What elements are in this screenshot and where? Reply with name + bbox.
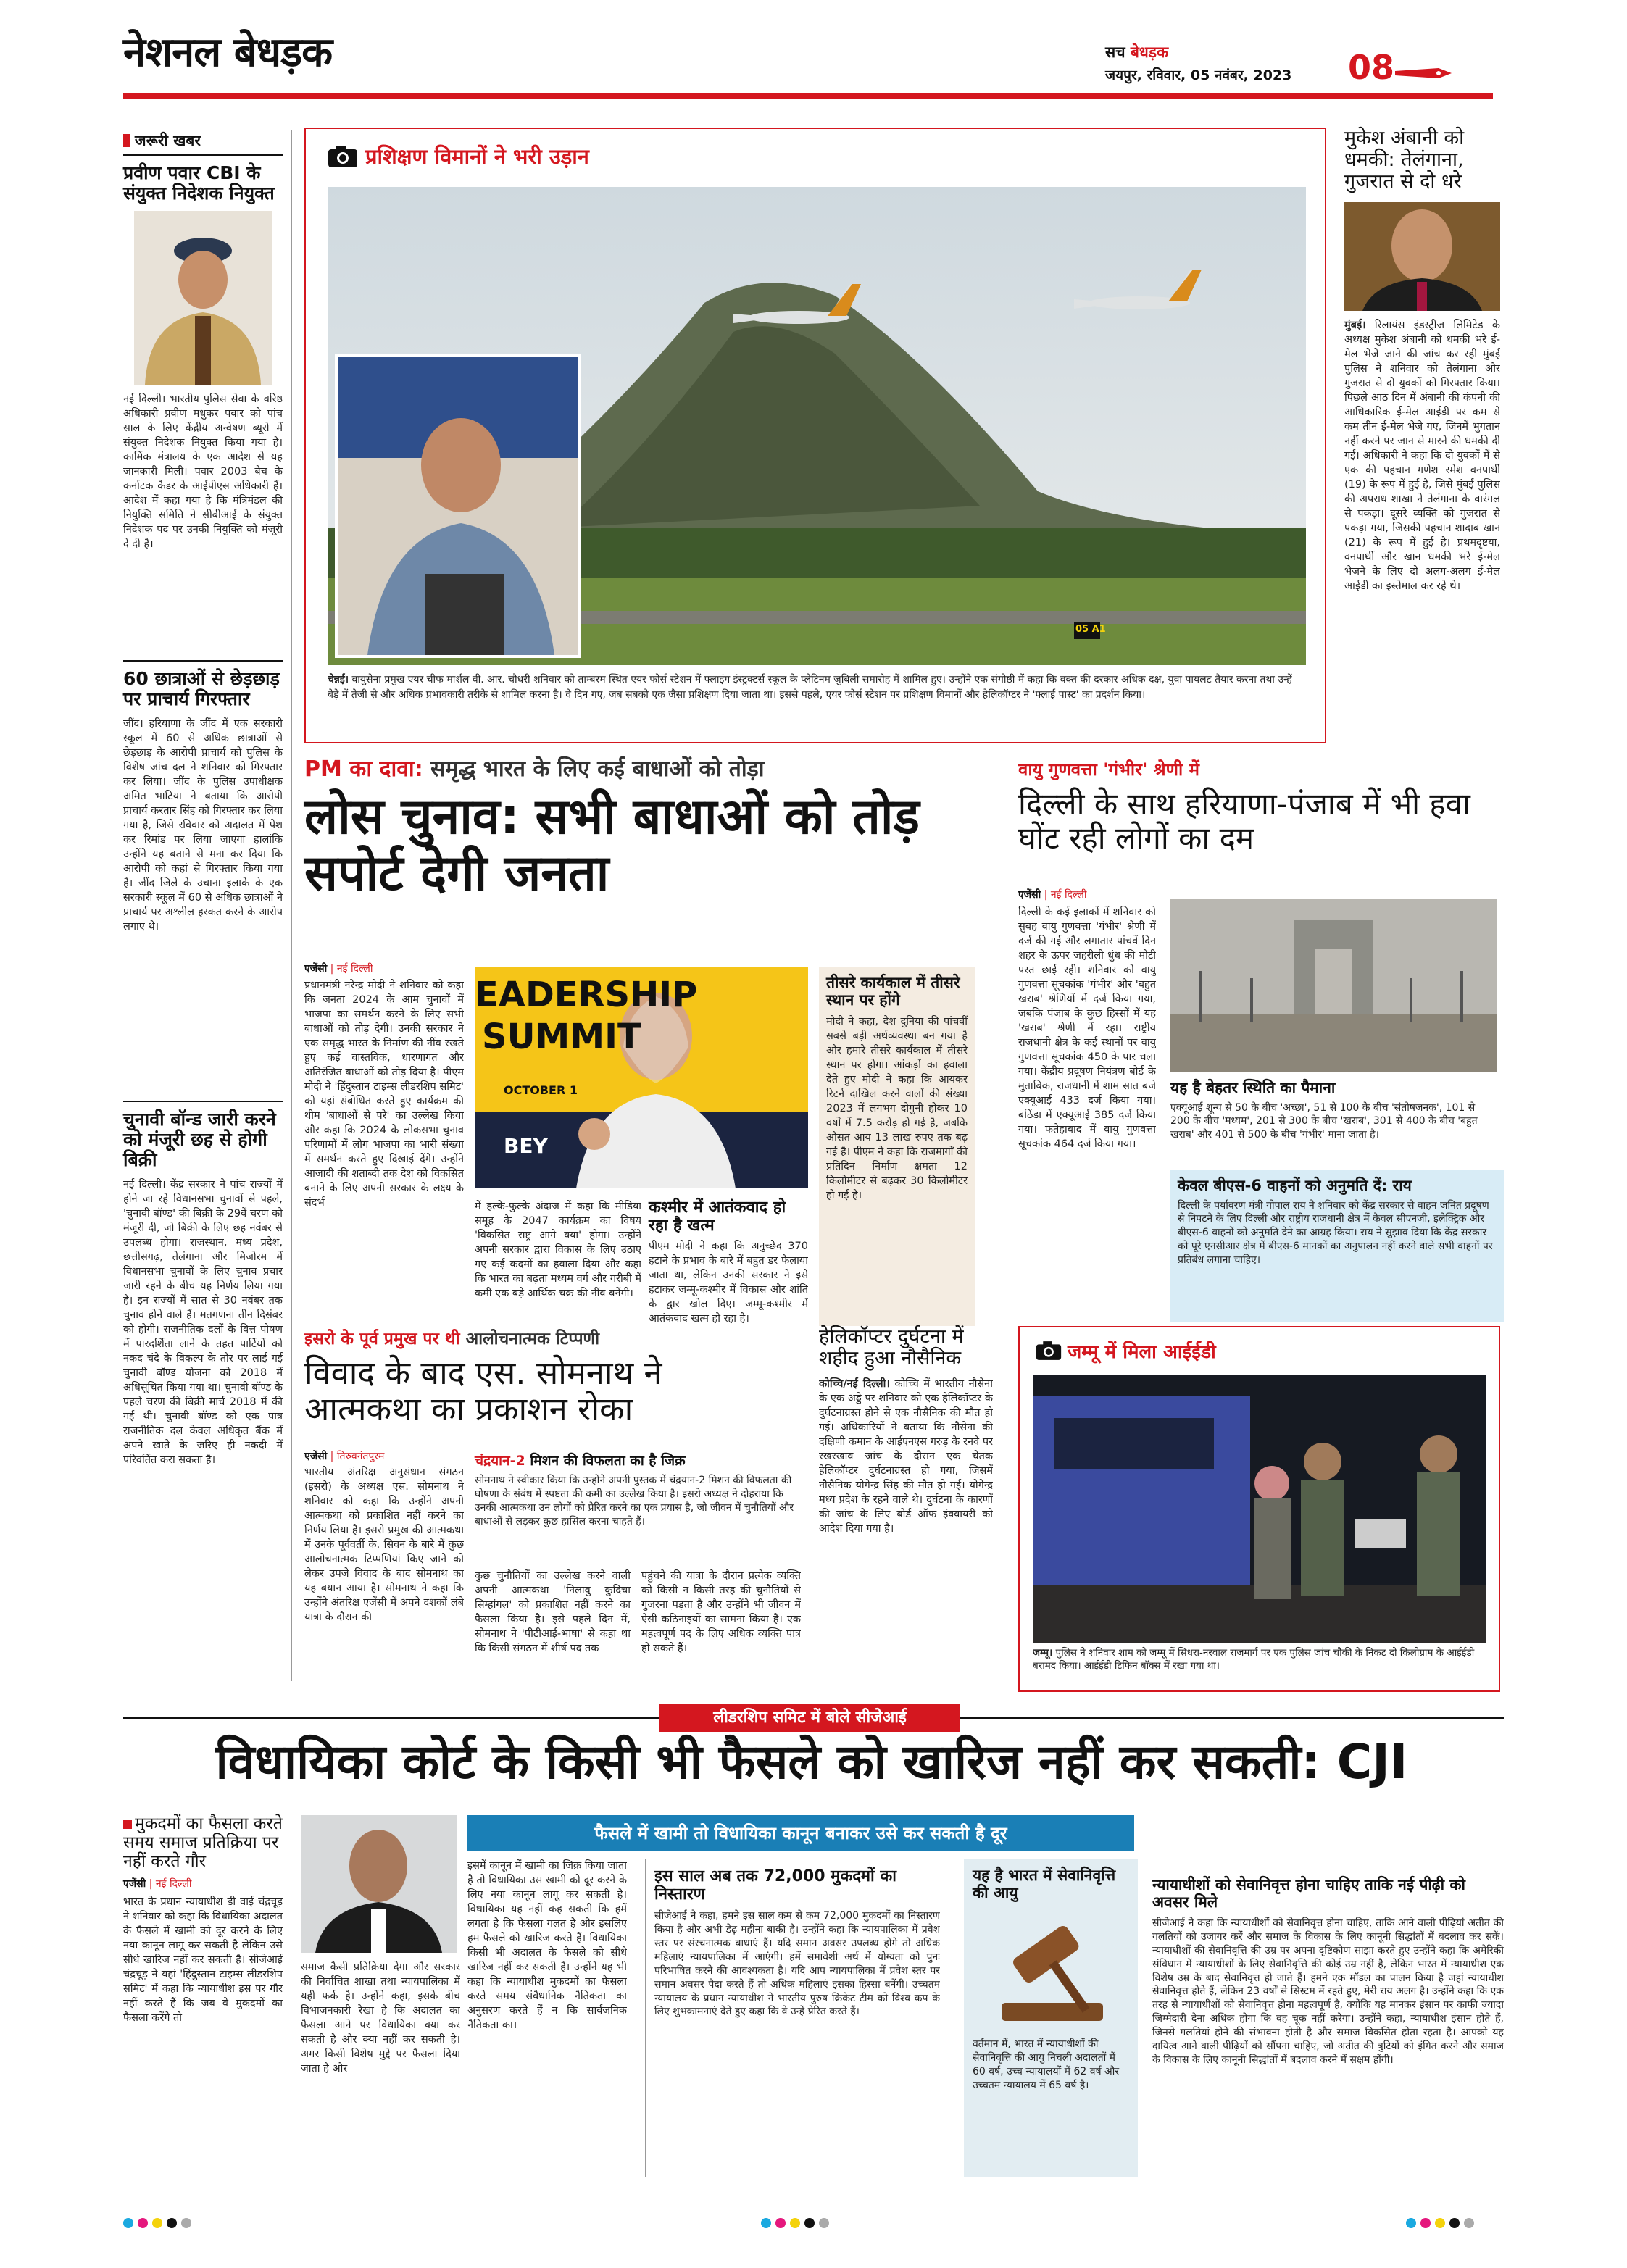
tag-red: बेधड़क [1130, 43, 1169, 61]
aqi-scale-title: यह है बेहतर स्थिति का पैमाना [1170, 1079, 1336, 1096]
isro-col1: भारतीय अंतरिक्ष अनुसंधान संगठन (इसरो) के अध्यक्ष एस. सोमनाथ ने शनिवार को कहा कि उन्होंने अपनी आत्मकथा को प्रकाशित नहीं करने का निर्णय लिया है। इसरो प्रमुख की आत्मकथा में उनके पूर्ववर्ती के. सिवन के बारे में कुछ आलोचनात्मक टिप्पणियां किए जाने को लेकर उपजे विवाद के बाद सोमनाथ का यह बयान आया है। सोमनाथ ने कहा कि उन्होंने अंतरिक्ष एजेंसी में अपने दशकों लंबे यात्रा के दौरान की [304, 1467, 464, 1623]
retirement-title: यह है भारत में सेवानिवृत्ति की आयु [973, 1867, 1116, 1901]
kashmir-title: कश्मीर में आतंकवाद हो रहा है खत्म [649, 1198, 786, 1235]
isro-byline: एजेंसी | तिरुवनंतपुरम [304, 1451, 385, 1462]
marker-square [123, 1820, 132, 1829]
cji-left-body: भारत के प्रधान न्यायाधीश डी वाई चंद्रचूड़ ने शनिवार को कहा कि विधायिका अदालत के फैसले में खामी को दूर करने के लिए नया कानून लागू कर सकती है लेकिन उसे सीधे खारिज नहीं कर सकती है। सीजेआई चंद्रचूड़ ने यहां 'हिंदुस्तान टाइम्स लीडरशिप समिट' में कहा कि न्यायाधीश इस पर गौर नहीं करते हैं कि जब वे मुकदमों का फैसला करेंगे तो [123, 1896, 283, 2025]
dot-yellow [790, 2218, 800, 2228]
ambani-text: रिलायंस इंडस्ट्रीज लिमिटेड के अध्यक्ष मुकेश अंबानी को धमकी भरे ई-मेल भेजे जाने की जांच कर रही मुंबई पुलिस ने शनिवार को तेलंगाना और गुजरात से दो युवकों को गिरफ्तार किया। पिछले आठ दिन में अंबानी की कंपनी की आधिकारिक ई-मेल आईडी पर कम से कम तीन ई-मेल भेजे गए, जिनमें भुगतान नहीं करने पर जान से मारने की धमकी दी गई। अधिकारी ने कहा कि दो युवकों में से एक की पहचान गणेश रमेश वनपार्थी (19) के रूप में हुई है, जिसे मुंबई पुलिस की अपराध शाखा ने तेलंगाना के वारंगल से पकड़ा। दूसरे व्यक्ति को गुजरात से पकड़ा गया, जिसकी पहचान शादाब खान (21) के रूप में हुई है। प्रथमदृष्टया, वनपार्थी और खान धमकी भरे ई-मेल भेजने के लिए दो अलग-अलग ई-मेल आईडी का इस्तेमाल कर रहे थे। [1344, 319, 1500, 592]
third-term-title: तीसरे कार्यकाल में तीसरे स्थान पर होंगे [826, 974, 960, 1009]
dot-black [1449, 2218, 1460, 2228]
dot-black [167, 2218, 177, 2228]
bs6-body: दिल्ली के पर्यावरण मंत्री गोपाल राय ने शनिवार को केंद्र सरकार से वाहन जनित प्रदूषण से निपटने के लिए दिल्ली और राष्ट्रीय राजधानी क्षेत्र में केवल सीएनजी, इलेक्ट्रिक और बीएस-6 वाहनों को अनुमति देने का आग्रह किया। राय ने सुझाव दिया कि केंद्र सरकार को पूरे एनसीआर क्षेत्र में बीएस-6 मानकों का अनुपालन नहीं करने वाले सभी वाहनों पर प्रतिबंध लगाना चाहिए। [1178, 1199, 1493, 1267]
cji-strip-rule [123, 1717, 659, 1719]
caption-lead: जम्मू। [1033, 1647, 1053, 1659]
summit-text-1: EADERSHIP [475, 975, 698, 1015]
cji-byline: एजेंसी | नई दिल्ली [123, 1878, 192, 1890]
runway-marker: 05 A1 [1075, 624, 1106, 635]
byline-place: नई दिल्ली [155, 1878, 192, 1890]
summit-text-4: BEY [504, 1134, 548, 1158]
photo-india-gate [1170, 899, 1497, 1072]
story-title-bond: चुनावी बॉन्ड जारी करने को मंजूरी छह से होगी बिक्री [123, 1109, 276, 1170]
isro-kicker-red: इसरो के पूर्व प्रमुख पर थी [304, 1330, 460, 1348]
masthead-tag [1105, 42, 1168, 62]
section-label [123, 130, 283, 156]
chandrayaan-body: सोमनाथ ने स्वीकार किया कि उन्होंने अपनी पुस्तक में चंद्रयान-2 मिशन की विफलता की घोषणा के संबंध में स्पष्टता की कमी का उल्लेख किया है। इसरो अध्यक्ष ने दोहराया कि उनकी आत्मकथा उन लोगों को प्रेरित करने का एक प्रयास है, जो जीवन में चुनौतियों और बाधाओं से लड़कर कुछ हासिल करना चाहते हैं। [475, 1475, 794, 1527]
photo-chandrachud [301, 1815, 457, 1953]
jammu-caption [1033, 1646, 1486, 1672]
chandrayaan-text: मिशन की विफलता का है जिक्र [530, 1453, 686, 1469]
aqi-scale-body: एक्यूआई शून्य से 50 के बीच 'अच्छा', 51 से 100 के बीच 'संतोषजनक', 101 से 200 के बीच 'मध्यम', 201 से 300 के बीच 'खराब', 301 से 400 के बीच 'बहुत खराब' और 401 से 500 के बीच 'गंभीर' माना जाता है। [1170, 1101, 1478, 1141]
divider [123, 660, 283, 662]
air-body: दिल्ली के कई इलाकों में शनिवार को सुबह वायु गुणवत्ता 'गंभीर' श्रेणी में दर्ज की गई और लगातार पांचवें दिन शहर के ऊपर जहरीली धुंध की मोटी परत छाई रही। शनिवार को वायु गुणवत्ता सूचकांक 'गंभीर' और 'बहुत खराब' श्रेणियों में दर्ज किया गया, जबकि पंजाब के कुछ हिस्सों में यह 'खराब' श्रेणी में रहा। राष्ट्रीय राजधानी क्षेत्र के कई स्थानों पर वायु गुणवत्ता सूचकांक 450 के पार चला गया। केंद्रीय प्रदूषण नियंत्रण बोर्ड के मुताबिक, राजधानी में शाम सात बजे एक्यूआई 433 दर्ज किया गया। बठिंडा में एक्यूआई 385 दर्ज किया गया। फतेहाबाद में वायु गुणवत्ता सूचकांक 464 दर्ज किया गया। [1018, 906, 1156, 1150]
jammu-photo [1033, 1375, 1486, 1643]
dot-cyan [123, 2218, 133, 2228]
camera-icon [1036, 1341, 1062, 1361]
byline-agency: एजेंसी [304, 963, 328, 975]
kashmir-box [649, 1199, 808, 1337]
dot-grey [181, 2218, 191, 2228]
byline-agency: एजेंसी [1018, 889, 1041, 901]
ambani-story [1344, 128, 1500, 743]
bs6-title: केवल बीएस-6 वाहनों को अनुमति दें: राय [1178, 1177, 1412, 1194]
isro-kicker-text: आलोचनात्मक टिप्पणी [465, 1330, 600, 1348]
pm-kicker [304, 757, 993, 782]
dot-magenta [1420, 2218, 1431, 2228]
air-kicker: वायु गुणवत्ता 'गंभीर' श्रेणी में [1018, 759, 1199, 780]
planes-photo-box [304, 128, 1326, 743]
box-72000 [645, 1859, 949, 2177]
pm-col1: प्रधानमंत्री नरेन्द्र मोदी ने शनिवार को कहा कि जनता 2024 के आम चुनावों में भाजपा का समर्थन करने के लिए सभी बाधाओं को तोड़ देगी। उनकी सरकार ने एक समृद्ध भारत के निर्माण की नींव रखते हुए कई वास्तविक, धारणागत और अतिरंजित बाधाओं को तोड़ दिया है। पीएम मोदी ने 'हिंदुस्तान टाइम्स लीडरशिप समिट' को यहां संबोधित करते हुए कार्यक्रम की थीम 'बाधाओं से परे' का उल्लेख किया और कहा कि 2024 के लोकसभा चुनाव परिणामों में लोग भाजपा का भारी संख्या में समर्थन करते हुए दिखाई देंगे। उन्होंने आजादी की शताब्दी तक देश को विकसित बनाने के लिए अपनी सरकार के लक्ष्य के संदर्भ [304, 980, 464, 1209]
byline-place: नई दिल्ली [1050, 889, 1087, 901]
story-body-pawar: नई दिल्ली। भारतीय पुलिस सेवा के वरिष्ठ अधिकारी प्रवीण मधुकर पवार को पांच साल के लिए केंद्रीय अन्वेषण ब्यूरो में संयुक्त निदेशक नियुक्त किया गया है। कार्मिक मंत्रालय के एक आदेश से यह जानकारी मिली। पवार 2003 बैच के कर्नाटक कैडर के आईपीएस अधिकारी हैं। आदेश में कहा गया है कि मंत्रिमंडल की नियुक्ति समिति ने सीबीआई के संयुक्त निदेशक पद पर उनकी नियुक्ति को मंजूरी दे दी है। [123, 393, 283, 550]
byline-place: तिरुवनंतपुरम [336, 1451, 385, 1462]
byline-agency: एजेंसी [304, 1451, 328, 1462]
logo-black: नेशनल [123, 29, 221, 76]
pm-headline [304, 789, 971, 902]
masthead-logo [123, 30, 332, 76]
isro-kicker [304, 1326, 808, 1349]
pm-head-bold: लोस चुनाव: [304, 788, 520, 846]
dot-grey [1464, 2218, 1474, 2228]
ambani-body [1344, 318, 1500, 738]
dot-black [804, 2218, 815, 2228]
heli-lead: कोच्चि/नई दिल्ली। [819, 1378, 890, 1391]
heli-text: कोच्चि में भारतीय नौसेना के एक अड्डे पर शनिवार को एक हेलिकॉप्टर के दुर्घटनाग्रस्त होने से एक नौसैनिक की मौत हो गई। अधिकारियों ने बताया कि नौसेना की दक्षिणी कमान के आईएनएस गरुड़ के रनवे पर रखरखाव जांच के दौरान एक चेतक हेलिकॉप्टर दुर्घटनाग्रस्त हो गया, जिसमें नौसैनिक योगेन्द्र सिंह की मौत हो गई। योगेन्द्र मध्य प्रदेश के रहने वाले थे। दुर्घटना के कारणों की जांच के लिए बोर्ड ऑफ इंक्वायरी को आदेश दिया गया है। [819, 1378, 993, 1535]
planes-photo [328, 187, 1306, 665]
pm-byline: एजेंसी | नई दिल्ली [304, 963, 373, 975]
heli-story [819, 1326, 993, 1703]
planes-caption [328, 672, 1306, 703]
section-text: जरूरी खबर [135, 132, 201, 149]
pm-kicker-red: PM का दावा: [304, 756, 423, 782]
isro-story [304, 1326, 808, 1703]
air-byline: एजेंसी | नई दिल्ली [1018, 889, 1087, 901]
footer-dots-center [761, 2217, 833, 2231]
cji-mid-strip: फैसले में खामी तो विधायिका कानून बनाकर उसे कर सकती है दूर [467, 1815, 1134, 1851]
retirement-box [964, 1859, 1138, 2177]
aqi-scale [1170, 1080, 1497, 1174]
story-body-jind: जींद। हरियाणा के जींद में एक सरकारी स्कूल में 60 से अधिक छात्राओं से छेड़छाड़ के आरोपी प्राचार्य को पुलिस के विशेष जांच दल ने शनिवार को गिरफ्तार कर लिया। जींद के पुलिस उपाधीक्षक अमित भाटिया ने बताया कि आरोपी प्राचार्य करतार सिंह को गिरफ्तार कर लिया गया है, जिसे रविवार को अदालत में पेश कर रिमांड पर लिया जाएगा हालांकि उन्होंने यह बताने से मना कर दिया कि आरोपी को कहां से गिरफ्तार किया गया है। जींद जिले के उचाना इलाके के एक सरकारी स्कूल में 60 से अधिक छात्राओं ने प्राचार्य पर अश्लील हरकत करने के आरोप लगाए थे। [123, 718, 283, 933]
box-72000-title: इस साल अब तक 72,000 मुकदमों का निस्तारण [654, 1867, 896, 1904]
masthead [123, 29, 1515, 101]
page-number: 08 [1348, 48, 1395, 87]
dot-cyan [761, 2218, 771, 2228]
third-term-body: मोदी ने कहा, देश दुनिया की पांचवीं सबसे बड़ी अर्थव्यवस्था बन गया है और हमारे तीसरे कार्यकाल में तीसरे स्थान पर होगा। आंकड़ों का हवाला देते हुए मोदी ने कहा कि आयकर रिटर्न दाखिल करने वालों की संख्या 2023 में लगभग दोगुनी होकर 10 वर्षों में 7.5 करोड़ हो गई है, जबकि औसत आय 13 लाख रुपए तक बढ़ गई है। पीएम ने कहा कि राजमार्गों की प्रतिदिन निर्माण क्षमता 12 किलोमीटर से बढ़कर 30 किलोमीटर हो गई है। [826, 1016, 968, 1202]
caption-lead: चेन्नई। [328, 674, 349, 685]
caption-text: वायुसेना प्रमुख एयर चीफ मार्शल वी. आर. चौधरी शनिवार को ताम्बरम स्थित एयर फोर्स स्टेशन में फ्लाइंग इंस्ट्रक्टर्स स्कूल के प्लेटिनम जुबिली समारोह में शामिल हुए। उन्होंने एक संगोष्ठी में कहा कि वक्त की दरकार अधिक दक्ष, युवा पायलट तैयार करना तथा उन्हें बेड़े में तेजी से और अधिक प्रभावकारी तरीके से शामिल करना है। वे दिन गए, जब सबको एक जैसा प्रशिक्षण दिया जाता था। इससे पहले, एयर फोर्स स्टेशन पर प्रशिक्षण विमानों और हेलिकॉप्टर ने 'फ्लाई पास्ट' का प्रदर्शन किया। [328, 674, 1292, 701]
divider [123, 1101, 283, 1102]
gavel-illustration [973, 1909, 1128, 2032]
pm-col2: में हल्के-फुल्के अंदाज में कहा कि मीडिया समूह के 2047 कार्यक्रम का विषय 'विकसित राष्ट्र आगे क्या' होगा। उन्होंने अपनी सरकार द्वारा विकास के लिए उठाए गए कई कदमों का हवाला दिया और कहा कि भारत का बढ़ता मध्यम वर्ग और गरीबी में कमी एक बड़े आर्थिक चक्र की नींव बनेंगी। [475, 1201, 641, 1299]
section-marker [123, 134, 130, 147]
cji-headline: विधायिका कोर्ट के किसी भी फैसले को खारिज नहीं कर सकती: CJI [215, 1734, 1408, 1790]
masthead-rule [123, 93, 1493, 99]
story-title-pawar: प्रवीण पवार CBI के संयुक्त निदेशक नियुक्त [123, 162, 275, 204]
air-story [1018, 757, 1504, 1351]
jammu-photo-box [1018, 1326, 1500, 1692]
cji-strip: लीडरशिप समिट में बोले सीजेआई [659, 1704, 960, 1732]
dateline: जयपुर, रविवार, 05 नवंबर, 2023 [1105, 67, 1292, 83]
cji-right-head: न्यायाधीशों को सेवानिवृत्त होना चाहिए ताकि नई पीढ़ी को अवसर मिले [1152, 1876, 1465, 1911]
cji-col-b: इसमें कानून में खामी का जिक्र किया जाता है तो विधायिका उस खामी को दूर करने के लिए नया कानून लागू कर सकती है। विधायिका यह नहीं कह सकती कि हमें लगता है कि फैसला गलत है और इसलिए हम फैसले को खारिज करते हैं। विधायिका किसी भी अदालत के फैसले को सीधे खारिज नहीं कर सकती है। उन्होंने यह भी कहा कि न्यायाधीश मुकदमों का फैसला करते समय संवैधानिक नैतिकता का अनुसरण करते हैं न कि सार्वजनिक नैतिकता का। [467, 1860, 627, 2031]
chandrayaan-red: चंद्रयान-2 [475, 1453, 525, 1469]
summit-text-2: SUMMIT [482, 1017, 641, 1057]
dot-grey [819, 2218, 829, 2228]
heli-body [819, 1377, 993, 1656]
isro-col3: पहुंचने की यात्रा के दौरान प्रत्येक व्यक्ति को किसी न किसी तरह की चुनौतियों से गुजरना पड़ता है और उन्होंने भी जीवन में ऐसी कठिनाइयों का सामना किया है। एक महत्वपूर्ण पद के लिए अधिक व्यक्ति पात्र हो सकते हैं। [641, 1570, 801, 1654]
pen-nib-icon [1395, 65, 1453, 81]
cji-left-head-text: मुकदमों का फैसला करते समय समाज प्रतिक्रिया पर नहीं करते गौर [123, 1814, 283, 1871]
camera-icon [328, 145, 358, 168]
bs6-box [1170, 1170, 1504, 1322]
isro-col2: कुछ चुनौतियों का उल्लेख करने वाली अपनी आत्मकथा 'निलावु कुदिचा सिम्हांगल' को प्रकाशित नहीं करने का फैसला किया है। इसे पहले दिन में, सोमनाथ ने 'पीटीआई-भाषा' से कहा था कि किसी संगठन में शीर्ष पद तक [475, 1570, 631, 1654]
byline-agency: एजेंसी [123, 1878, 146, 1890]
chandrayaan-sub [475, 1451, 804, 1561]
dot-yellow [152, 2218, 162, 2228]
tag-black: सच [1105, 43, 1125, 61]
cji-col-a: समाज कैसी प्रतिक्रिया देगा और सरकार की निर्वाचित शाखा तथा न्यायपालिका में यही फर्क है। उन्होंने कहा, इसके बीच विभाजनकारी रेखा है कि अदालत का फैसला आने पर विधायिका क्या कर सकती है और क्या नहीं कर सकती है। अगर किसी विशेष मुद्दे पर फैसला दिया जाता है और [301, 1961, 460, 2075]
retirement-body: वर्तमान में, भारत में न्यायाधीशों की सेवानिवृत्ति की आयु निचली अदालतों में 60 वर्ष, उच्च न्यायालयों में 62 वर्ष और उच्चतम न्यायालय में 65 वर्ष है। [973, 2038, 1120, 2091]
story-title-jind: 60 छात्राओं से छेड़छाड़ पर प्राचार्य गिरफ्तार [123, 668, 280, 709]
pm-kicker-text: समृद्ध भारत के लिए कई बाधाओं को तोड़ा [430, 756, 765, 782]
kashmir-body: पीएम मोदी ने कहा कि अनुच्छेद 370 हटाने के प्रभाव के बारे में बहुत डर फैलाया जाता था, लेकिन उनकी सरकार ने इसे हटाकर जम्मू-कश्मीर में विकास और शांति के द्वार खोल दिए। जम्मू-कश्मीर में आतंकवाद खत्म हो रहा है। [649, 1241, 808, 1325]
dot-magenta [138, 2218, 148, 2228]
cji-left-head [123, 1815, 283, 1871]
pm-head-rest: सभी बाधाओं को तोड़ सपोर्ट देगी जनता [304, 788, 920, 902]
dot-magenta [775, 2218, 786, 2228]
caption-text: पुलिस ने शनिवार शाम को जम्मू में सिधरा-नरवाल राजमार्ग पर एक पुलिस जांच चौकी के निकट दो किलोग्राम के आईईडी बरामद किया। आईईडी टिफिन बॉक्स में रखा गया था। [1033, 1647, 1475, 1672]
ambani-lead: मुंबई। [1344, 319, 1366, 331]
cji-right-body: सीजेआई ने कहा कि न्यायाधीशों को सेवानिवृत्त होना चाहिए, ताकि आने वाली पीढ़ियां अतीत की गलतियों को उजागर करें और समाज के विकास के लिए कानूनी सिद्धांतों में बदलाव कर सकें। न्यायाधीशों की सेवानिवृत्ति की उम्र पर अपना दृष्टिकोण साझा करते हुए उन्होंने कहा कि अमेरिकी संविधान में न्यायाधीशों के लिए सेवानिवृत्ति की कोई उम्र नहीं है, लेकिन भारत में न्यायाधीश एक विशेष उम्र के बाद सेवानिवृत्त हो जाते हैं। हमने एक मॉडल का पालन किया है जहां न्यायाधीश सेवानिवृत्त होते हैं, लेकिन 23 वर्षों से सिस्टम में रहते हुए, मेरी राय अलग है। उन्होंने कहा कि एक तरह से न्यायाधीशों को सेवानिवृत्त होना महत्वपूर्ण है, क्योंकि यह मानकर इंसान पर काफी ज्यादा जिम्मेदारी देना अधिक होगा कि वह चूक नहीं करेगा। उन्होंने कहा, न्यायाधीश इंसान होते हैं, जिनसे गलतियां होने की संभावना होती है और समाज विकसित होता रहता है। आपको यह दायित्व आने वाली पीढ़ियों को सौंपना चाहिए, जो अतीत की त्रुटियों को इंगित करने और समाज के विकास के लिए कानूनी सिद्धांतों में बदलाव करने में सक्षम होंगी। [1152, 1917, 1504, 2066]
column-rule [291, 130, 292, 1681]
byline-place: नई दिल्ली [336, 963, 373, 975]
chandrayaan-title [475, 1451, 804, 1469]
footer-dots-right [1406, 2217, 1478, 2231]
jammu-label: जम्मू में मिला आईईडी [1068, 1341, 1216, 1363]
inset-photo-air-chief [335, 354, 581, 658]
heli-headline: हेलिकॉप्टर दुर्घटना में शहीद हुआ नौसैनिक [819, 1325, 964, 1370]
dot-yellow [1435, 2218, 1445, 2228]
photo-pawar [134, 211, 272, 385]
planes-label: प्रशिक्षण विमानों ने भरी उड़ान [365, 144, 589, 169]
box-72000-body: सीजेआई ने कहा, हमने इस साल कम से कम 72,000 मुकदमों का निस्तारण किया है और अभी डेढ़ महीना बाकी है। उन्होंने कहा कि न्यायपालिका में प्रवेश स्तर पर संरचनात्मक बाधाएं हैं। यदि समान अवसर उपलब्ध होंगे तो अधिक महिलाएं न्यायपालिका में आएंगी। हमें समावेशी अर्थ में योग्यता को पुनः परिभाषित करने की आवश्यकता है। यदि आप न्यायपालिका में प्रवेश स्तर पर समान अवसर पैदा करते हैं तो अधिक महिलाएं इसका हिस्सा बनेंगी। उच्चतम न्यायालय के प्रधान न्यायाधीश ने भारतीय पुरुष क्रिकेट टीम को विश्व कप के लिए शुभकामनाएं देते हुए कहा कि वे उन्हें प्रेरित करते हैं। [654, 1910, 940, 2018]
cji-left [123, 1815, 283, 2177]
third-term-box [819, 967, 975, 1326]
photo-modi [475, 967, 808, 1188]
dot-cyan [1406, 2218, 1416, 2228]
isro-headline: विवाद के बाद एस. सोमनाथ ने आत्मकथा का प्रकाशन रोका [304, 1354, 662, 1429]
cji-strip-rule [960, 1717, 1504, 1719]
cji-right [1152, 1877, 1504, 2181]
logo-red: बेधड़क [233, 29, 333, 76]
ambani-title: मुकेश अंबानी को धमकी: तेलंगाना, गुजरात से दो धरे [1344, 127, 1465, 193]
air-headline: दिल्ली के साथ हरियाणा-पंजाब में भी हवा घोंट रही लोगों का दम [1018, 786, 1470, 856]
summit-text-3: OCTOBER 1 [504, 1083, 578, 1097]
photo-ambani [1344, 202, 1500, 311]
story-body-bond: नई दिल्ली। केंद्र सरकार ने पांच राज्यों में होने जा रहे विधानसभा चुनावों से पहले, 'चुनावी बॉण्ड' की बिक्री के 29वें चरण को मंजूरी दी, जो बिक्री के लिए छह नवंबर से उपलब्ध होगा। राजस्थान, मध्य प्रदेश, छत्तीसगढ़, तेलंगाना और मिजोरम में विधानसभा चुनावों के लिए चुनाव प्रचार जारी रहने के बीच यह निर्णय लिया गया है। इन राज्यों में सात से 30 नवंबर तक चुनाव होने वाले हैं। मतगणना तीन दिसंबर को होगी। राजनीतिक दलों के वित्त पोषण में पारदर्शिता लाने के तहत पार्टियों को नकद चंदे के विकल्प के तौर पर लाई गई चुनावी बॉण्ड योजना को 2018 में अधिसूचित किया गया था। चुनावी बॉण्ड के पहले चरण की बिक्री मार्च 2018 में की गई थी। चुनावी बॉण्ड को एक पात्र राजनीतिक दल केवल अधिकृत बैंक में अपने खाते के जरिए ही नकदी में परिवर्तित करा सकता है। [123, 1179, 283, 1466]
footer-dots-left [123, 2217, 196, 2231]
